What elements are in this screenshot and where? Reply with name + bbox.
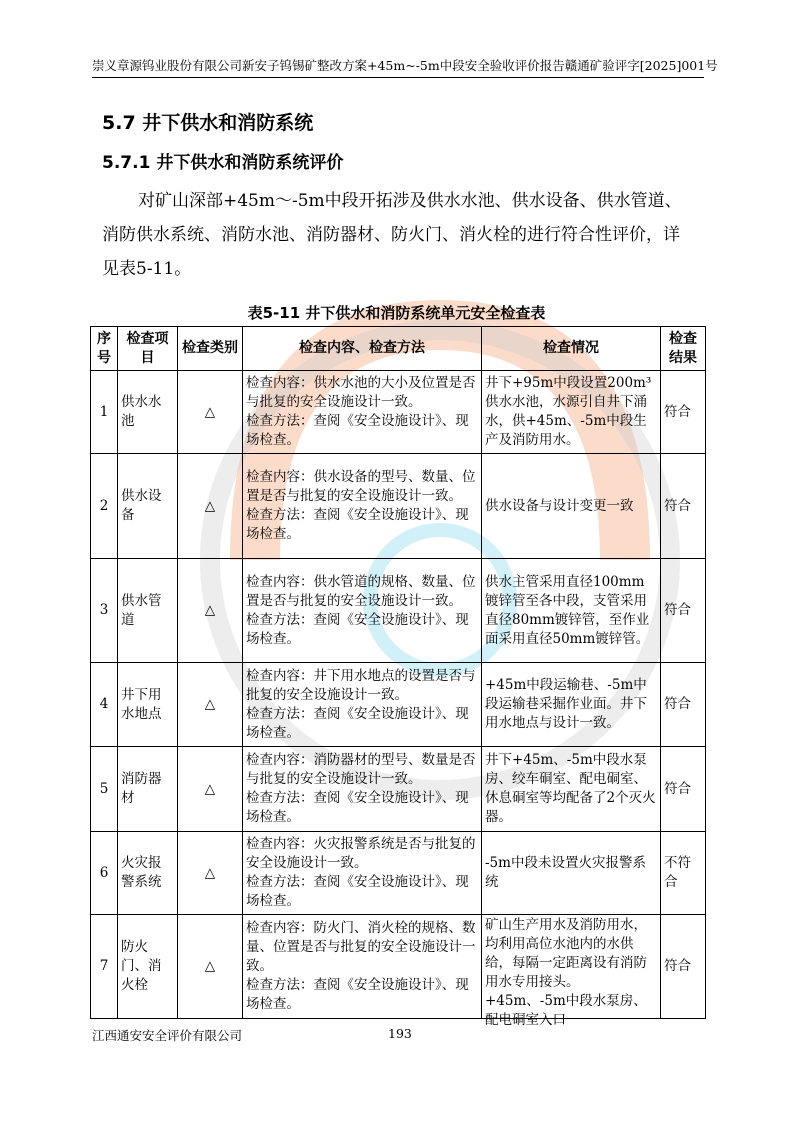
cell-cat: △ [204, 780, 216, 797]
cell-content: 检查内容：供水水池的大小及位置是否与批复的安全设施设计一致。 检查方法：查阅《安全设施设计》、现场检查。 [246, 375, 476, 448]
cell-result: 符合 [664, 780, 691, 797]
subsection-title: 5.7.1 井下供水和消防系统评价 [102, 153, 344, 173]
cell-content: 检查内容：消防器材的型号、数量是否与批复的安全设施设计一致。 检查方法：查阅《安全设施设计》、现场检查。 [246, 752, 476, 825]
table-row [91, 559, 706, 663]
cell-result: 符合 [664, 403, 691, 420]
cell-cat: △ [204, 864, 216, 881]
header-title: 崇义章源钨业股份有限公司新安子钨锡矿整改方案+45m~-5m中段安全验收评价报告 [92, 58, 565, 73]
cell-result: 符合 [664, 696, 691, 712]
cell-item: 防火门、消火栓 [121, 939, 162, 993]
cell-situation: +45m中段运输巷、-5m中段运输巷采掘作业面。井下用水地点与设计一致。 [485, 677, 647, 731]
cell-no: 4 [99, 696, 109, 712]
cell-item: 供水设备 [121, 488, 162, 523]
column-header: 检查类别 [178, 327, 243, 371]
cell-result: 符合 [664, 958, 691, 974]
cell-cat: △ [204, 602, 216, 618]
cell-situation: 供水主管采用直径100mm镀锌管至各中段，支管采用直径80mm镀锌管，至作业面采用直径50mm镀锌管。 [485, 573, 650, 647]
cell-situation: 矿山生产用水及消防用水，均利用高位水池内的水供给，每隔一定距离设有消防用水专用接头。+45m、-5m中段水泵房、配电硐室入口 [485, 916, 647, 1028]
cell-content: 检查内容：井下用水地点的设置是否与批复的安全设施设计一致。 检查方法：查阅《安全设施设计》、现场检查。 [246, 667, 476, 741]
table-row [91, 915, 706, 1019]
cell-result: 不符合 [664, 855, 691, 890]
table-row [91, 663, 706, 747]
table-row [91, 832, 706, 915]
cell-situation: 井下+45m、-5m中段水泵房、绞车硐室、配电硐室、休息硐室等均配备了2个灭火器。 [485, 752, 656, 825]
cell-cat: △ [204, 403, 216, 420]
section-title: 5.7 井下供水和消防系统 [102, 112, 314, 134]
cell-result: 符合 [664, 602, 691, 618]
table-row [91, 371, 706, 454]
page-footer [92, 1026, 704, 1044]
cell-content: 检查内容：供水管道的规格、数量、位置是否与批复的安全设施设计一致。 检查方法：查阅《安全设施设计》、现场检查。 [246, 573, 476, 647]
cell-content: 检查内容：供水设备的型号、数量、位置是否与批复的安全设施设计一致。 检查方法：查阅《安全设施设计》、现场检查。 [246, 469, 476, 542]
cell-item: 消防器材 [121, 771, 162, 806]
cell-no: 2 [99, 497, 109, 514]
body-paragraph: 对矿山深部+45m～-5m中段开拓涉及供水水池、供水设备、供水管道、消防供水系统、消防水池、消防器材、防火门、消火栓的进行符合性评价，详见表5-11。 [102, 191, 682, 279]
cell-cat: △ [204, 696, 216, 712]
table-row [91, 454, 706, 559]
cell-no: 5 [99, 780, 109, 797]
cell-content: 检查内容：火灾报警系统是否与批复的安全设施设计一致。 检查方法：查阅《安全设施设计》、现场检查。 [246, 836, 476, 909]
cell-cat: △ [204, 958, 216, 974]
cell-no: 7 [99, 958, 109, 974]
table-caption: 表5-11 井下供水和消防系统单元安全检查表 [247, 304, 546, 322]
page-header [92, 56, 718, 78]
cell-item: 供水水池 [121, 394, 162, 429]
cell-situation: -5m中段未设置火灾报警系统 [485, 855, 646, 890]
column-header: 检查内容、检查方法 [243, 327, 482, 371]
cell-item: 供水管道 [121, 592, 162, 628]
cell-item: 井下用水地点 [121, 686, 162, 722]
column-header: 检查结果 [661, 327, 706, 371]
table-row [91, 747, 706, 832]
header-doc-number: 赣通矿验评字[2025]001号 [564, 58, 718, 73]
cell-result: 符合 [664, 497, 691, 514]
column-header: 检查情况 [482, 327, 661, 371]
cell-situation: 井下+95m中段设置200m³供水水池，水源引自井下涌水，供+45m、-5m中段生产及消防用水。 [485, 375, 652, 448]
check-table [90, 326, 706, 1028]
column-header: 序号 [91, 327, 118, 371]
column-header: 检查项目 [118, 327, 178, 371]
cell-item: 火灾报警系统 [121, 855, 162, 890]
footer-company: 江西通安安全评价有限公司 [92, 1028, 243, 1043]
cell-situation: 供水设备与设计变更一致 [485, 497, 634, 514]
cell-no: 6 [99, 864, 109, 881]
cell-content: 检查内容：防火门、消火栓的规格、数量、位置是否与批复的安全设施设计一致。 检查方法：查阅《安全设施设计》、现场检查。 [246, 920, 476, 1012]
cell-no: 3 [99, 602, 109, 618]
page-number: 193 [388, 1026, 412, 1041]
cell-no: 1 [99, 403, 109, 420]
cell-cat: △ [204, 497, 216, 514]
